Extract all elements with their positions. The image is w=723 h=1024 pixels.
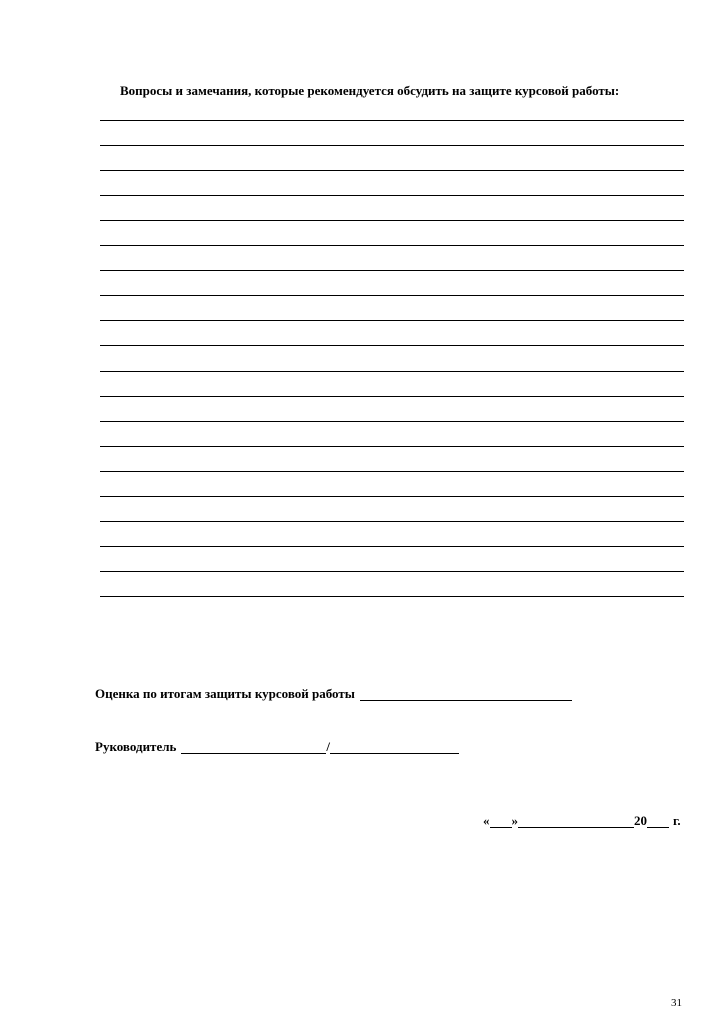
answer-line[interactable] xyxy=(100,596,684,597)
answer-line[interactable] xyxy=(100,295,684,296)
answer-line[interactable] xyxy=(100,496,684,497)
supervisor-name-blank[interactable] xyxy=(330,741,459,754)
answer-line[interactable] xyxy=(100,571,684,572)
grade-blank[interactable] xyxy=(360,688,572,701)
date-year-blank[interactable] xyxy=(647,815,669,828)
answer-line[interactable] xyxy=(100,270,684,271)
supervisor-row xyxy=(95,739,459,755)
answer-line[interactable] xyxy=(100,371,684,372)
answer-line[interactable] xyxy=(100,195,684,196)
grade-row xyxy=(95,686,572,702)
date-open-quote: « xyxy=(483,813,490,828)
answer-line[interactable] xyxy=(100,345,684,346)
supervisor-separator: / xyxy=(326,739,331,754)
date-year-prefix: 20 xyxy=(634,813,647,828)
date-close-quote: » xyxy=(511,813,518,828)
answer-line[interactable] xyxy=(100,521,684,522)
grade-label: Оценка по итогам защиты курсовой работы xyxy=(95,686,355,701)
supervisor-label: Руководитель xyxy=(95,739,177,754)
date-row xyxy=(483,813,681,829)
answer-line[interactable] xyxy=(100,145,684,146)
page-number: 31 xyxy=(671,997,682,1009)
date-month-blank[interactable] xyxy=(518,815,634,828)
answer-line[interactable] xyxy=(100,220,684,221)
questions-heading: Вопросы и замечания, которые рекомендуется обсудить на защите курсовой работы: xyxy=(120,83,620,98)
answer-line[interactable] xyxy=(100,421,684,422)
answer-line[interactable] xyxy=(100,245,684,246)
date-day-blank[interactable] xyxy=(490,815,512,828)
supervisor-signature-blank[interactable] xyxy=(181,741,326,754)
answer-line[interactable] xyxy=(100,170,684,171)
answer-line[interactable] xyxy=(100,446,684,447)
answer-line[interactable] xyxy=(100,120,684,121)
date-year-suffix: г. xyxy=(673,813,681,828)
answer-line[interactable] xyxy=(100,546,684,547)
answer-line[interactable] xyxy=(100,396,684,397)
answer-line[interactable] xyxy=(100,471,684,472)
answer-line[interactable] xyxy=(100,320,684,321)
